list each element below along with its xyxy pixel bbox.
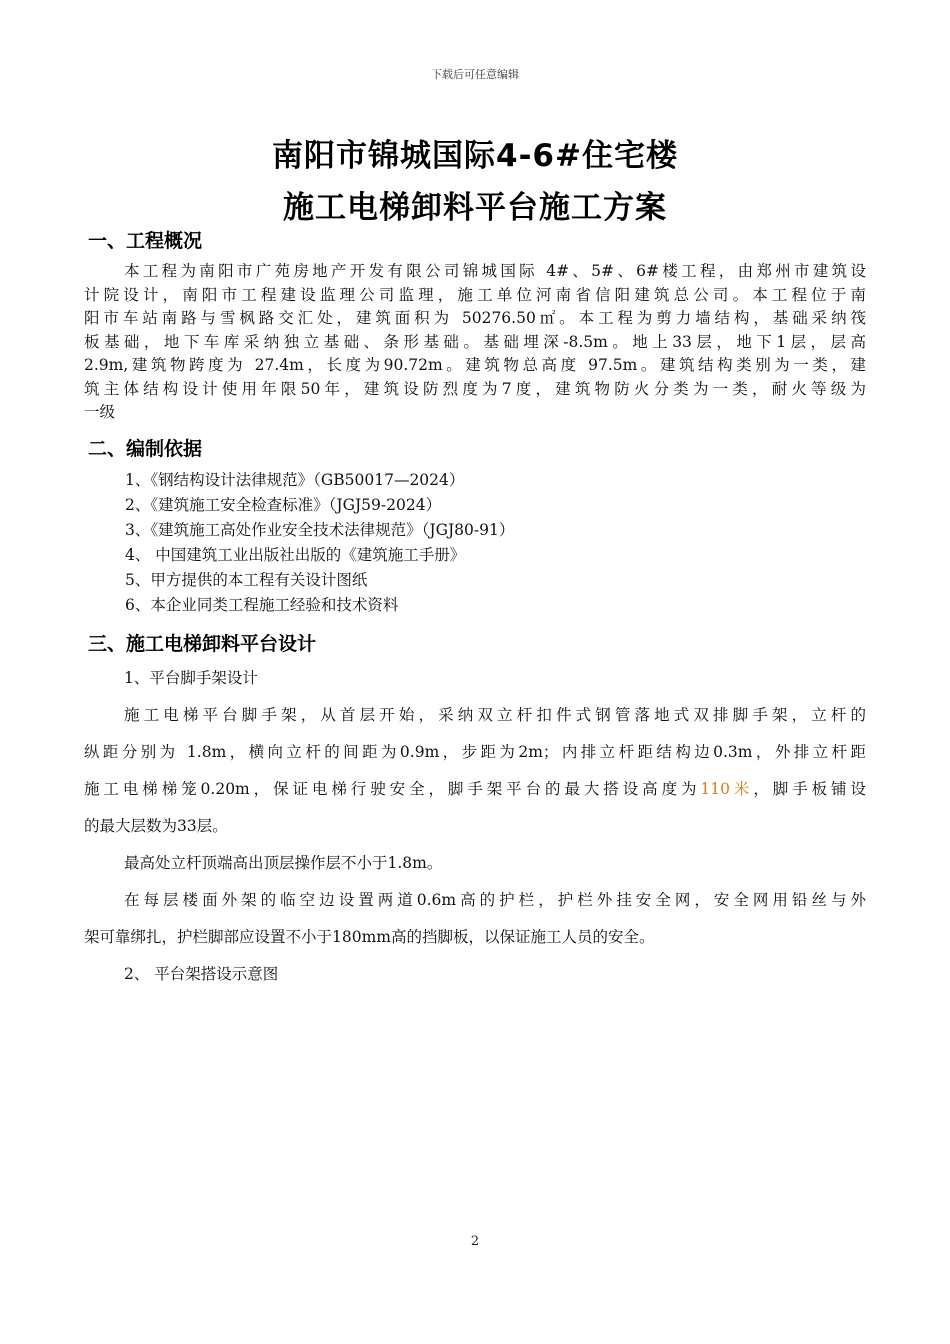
section1-paragraph: [84, 260, 866, 425]
list-item: 4、 中国建筑工业出版社出版的《建筑施工手册》: [125, 546, 466, 564]
list-item: 2、《建筑施工安全检查标准》（JGJ59-2024）: [125, 496, 442, 514]
paragraph-line: 一级: [84, 403, 116, 421]
page-number: 2: [470, 1234, 480, 1249]
paragraph-line: 施工电梯平台脚手架，从首层开始，采纳双立杆扣件式钢管落地式双排脚手架，立杆的: [124, 706, 866, 724]
subheading-platform-design: 1、平台脚手架设计: [124, 669, 258, 687]
paragraph-line: 筑主体结构设计使用年限50年，建筑设防烈度为7度，建筑物防火分类为一类，耐火等级为: [84, 379, 866, 398]
header-note: 下载后可任意编辑: [431, 68, 519, 81]
list-item: 6、本企业同类工程施工经验和技术资料: [125, 596, 399, 614]
paragraph-line: 板基础，地下车库采纳独立基础、条形基础。基础埋深-8.5m。地上33层，地下1层，层高: [84, 332, 866, 351]
paragraph-line: 本工程为南阳市广苑房地产开发有限公司锦城国际 4#、5#、6#楼工程，由郑州市建筑设: [124, 262, 866, 280]
section3-body: [84, 660, 866, 993]
section3-heading: 三、施工电梯卸料平台设计: [88, 633, 317, 655]
highlighted-height: 110米: [700, 780, 754, 798]
text-segment: ，脚手板铺设: [753, 780, 866, 798]
paragraph-line: 最高处立杆顶端高出顶层操作层不小于1.8m。: [124, 854, 443, 872]
list-item: 3、《建筑施工高处作业安全技术法律规范》（JGJ80-91）: [125, 521, 515, 539]
paragraph-line-with-highlight: [84, 771, 866, 808]
paragraph-line: 阳市车站南路与雪枫路交汇处，建筑面积为 50276.50㎡。本工程为剪力墙结构，基础采纳筏: [84, 309, 866, 327]
paragraph-line: 的最大层数为33层。: [84, 817, 228, 835]
paragraph-line: 在每层楼面外架的临空边设置两道0.6m高的护栏，护栏外挂安全网，安全网用铅丝与外: [124, 891, 866, 909]
section2-heading: 二、编制依据: [88, 438, 203, 460]
paragraph-line: 纵距分别为 1.8m，横向立杆的间距为0.9m，步距为2m；内排立杆距结构边0.3m，外排立杆距: [84, 743, 866, 761]
document-title-line1: 南阳市锦城国际4-6#住宅楼: [272, 138, 678, 174]
reference-list: [125, 468, 514, 618]
section1-heading: 一、工程概况: [88, 230, 203, 252]
text-segment: 施工电梯梯笼0.20m，保证电梯行驶安全，脚手架平台的最大搭设高度为: [84, 780, 701, 798]
list-item: 5、甲方提供的本工程有关设计图纸: [125, 571, 368, 589]
paragraph-line: 架可靠绑扎，护栏脚部应设置不小于180mm高的挡脚板，以保证施工人员的安全。: [84, 928, 655, 946]
list-item: 1、《钢结构设计法律规范》（GB50017—2024）: [125, 471, 465, 489]
paragraph-line: 2.9m,建筑物跨度为 27.4m，长度为90.72m。建筑物总高度 97.5m。建筑结构类别为一类，建: [84, 356, 866, 374]
paragraph-line: 计院设计，南阳市工程建设监理公司监理，施工单位河南省信阳建筑总公司。本工程位于南: [84, 285, 866, 304]
document-title-line2: 施工电梯卸料平台施工方案: [283, 190, 667, 226]
subheading-diagram: 2、 平台架搭设示意图: [124, 965, 279, 983]
